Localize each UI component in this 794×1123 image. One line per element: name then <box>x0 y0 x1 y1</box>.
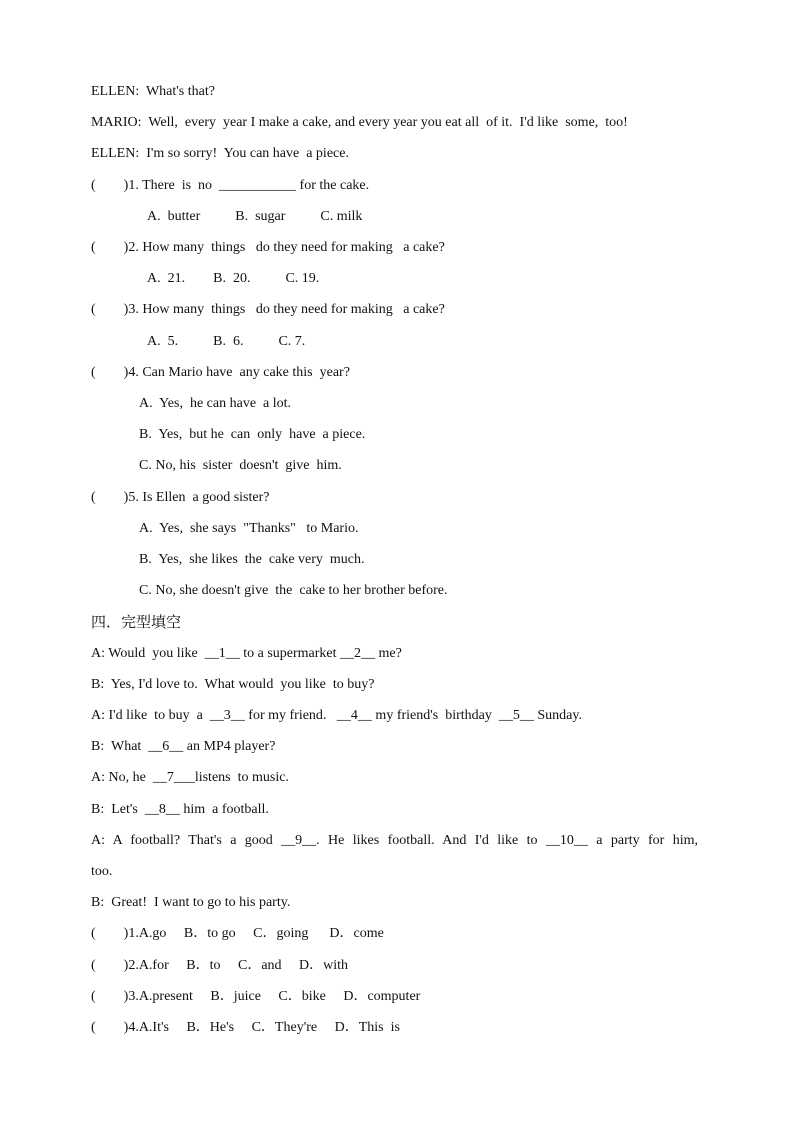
question-1-options: A. butter B. sugar C. milk <box>147 209 363 224</box>
question-5-option-a: A. Yes, she says "Thanks" to Mario. <box>139 521 359 536</box>
cloze-line-5: A: No, he __7___listens to music. <box>91 770 289 785</box>
cloze-choice-3: ( )3.A.present B．juice C．bike D．computer <box>91 989 421 1004</box>
section-4-title: 四．完型填空 <box>91 613 182 631</box>
cloze-line-7-continued: too. <box>91 864 113 879</box>
dialogue-line-ellen-1: ELLEN: What's that? <box>91 84 215 99</box>
cloze-choice-4: ( )4.A.It's B．He's C．They're D．This is <box>91 1020 400 1035</box>
cloze-line-3: A: I'd like to buy a __3__ for my friend. __4__ my friend's birthday __5__ Sunday. <box>91 708 582 723</box>
question-5-option-b: B. Yes, she likes the cake very much. <box>139 552 365 567</box>
question-3-stem: ( )3. How many things do they need for making a cake? <box>91 302 445 317</box>
question-5-stem: ( )5. Is Ellen a good sister? <box>91 490 270 505</box>
cloze-line-2: B: Yes, I'd love to. What would you like to buy? <box>91 677 375 692</box>
cloze-choice-1: ( )1.A.go B．to go C．going D．come <box>91 926 384 941</box>
cloze-line-7: A: A football? That's a good __9__. He likes football. And I'd like to __10__ a party for him, <box>91 833 698 848</box>
cloze-line-4: B: What __6__ an MP4 player? <box>91 739 276 754</box>
cloze-choice-2: ( )2.A.for B．to C．and D．with <box>91 958 349 973</box>
question-2-stem: ( )2. How many things do they need for making a cake? <box>91 240 445 255</box>
dialogue-line-mario: MARIO: Well, every year I make a cake, and every year you eat all of it. I'd like some, too! <box>91 115 628 130</box>
question-4-option-c: C. No, his sister doesn't give him. <box>139 458 342 473</box>
cloze-line-6: B: Let's __8__ him a football. <box>91 802 269 817</box>
question-2-options: A. 21. B. 20. C. 19. <box>147 271 320 286</box>
question-3-options: A. 5. B. 6. C. 7. <box>147 334 306 349</box>
question-5-option-c: C. No, she doesn't give the cake to her brother before. <box>139 583 448 598</box>
question-4-option-a: A. Yes, he can have a lot. <box>139 396 292 411</box>
dialogue-line-ellen-2: ELLEN: I'm so sorry! You can have a piece. <box>91 146 349 161</box>
question-4-stem: ( )4. Can Mario have any cake this year? <box>91 365 350 380</box>
question-4-option-b: B. Yes, but he can only have a piece. <box>139 427 366 442</box>
question-1-stem: ( )1. There is no ___________ for the cake. <box>91 178 370 193</box>
cloze-line-8: B: Great! I want to go to his party. <box>91 895 291 910</box>
cloze-line-1: A: Would you like __1__ to a supermarket __2__ me? <box>91 646 402 661</box>
